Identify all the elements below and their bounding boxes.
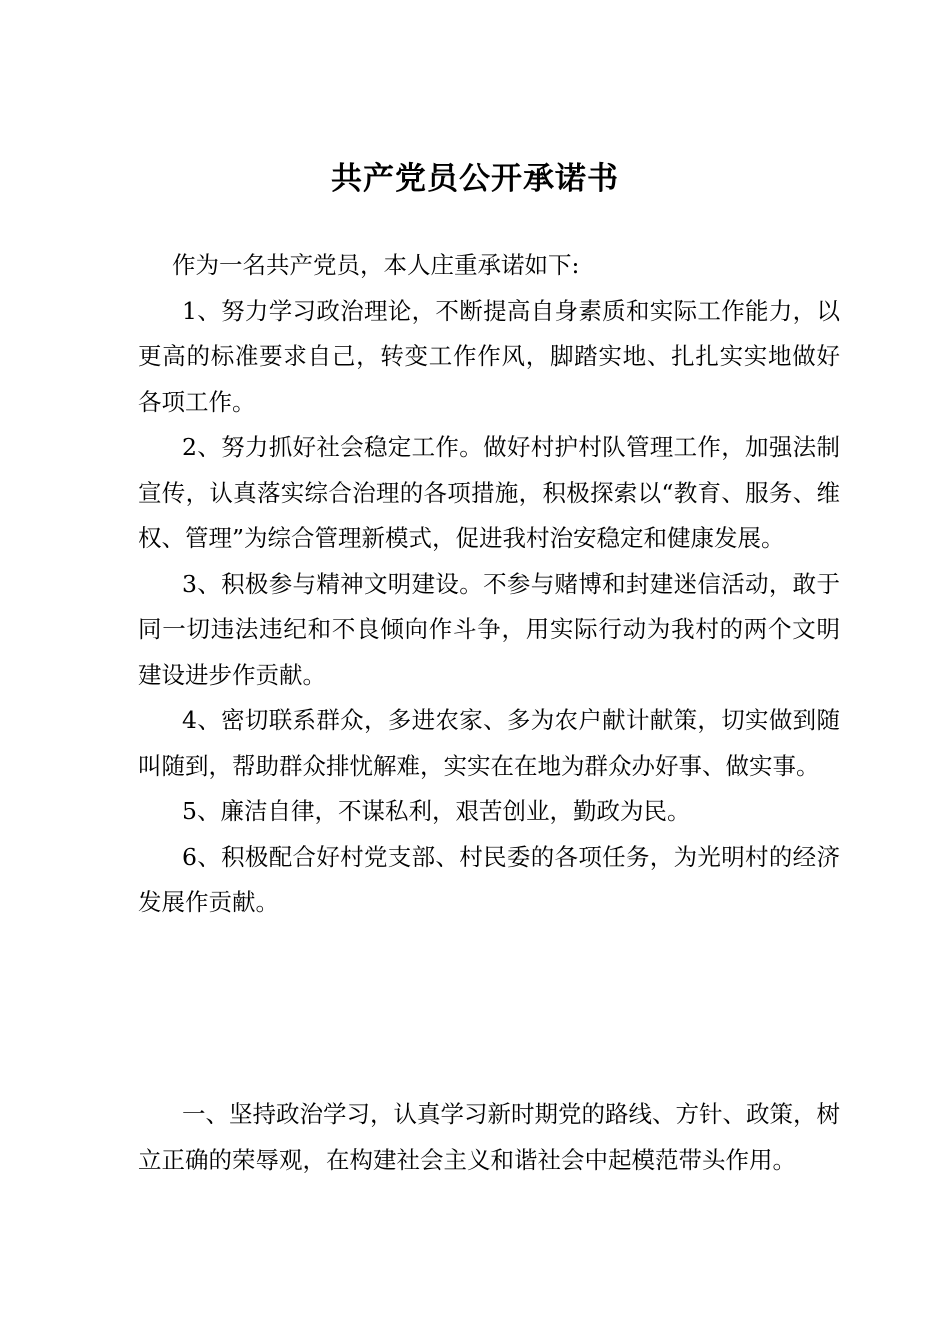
commitment-item-6: 6、积极配合好村党支部、村民委的各项任务，为光明村的经济发展作贡献。 (138, 842, 840, 916)
commitment-item-1: 1、努力学习政治理论，不断提高自身素质和实际工作能力，以更高的标准要求自己，转变工作作风，脚踏实地、扎扎实实地做好各项工作。 (138, 296, 840, 416)
second-section (138, 1092, 840, 1183)
commitment-item-3: 3、积极参与精神文明建设。不参与赌博和封建迷信活动，敢于同一切违法违纪和不良倾向作斗争，用实际行动为我村的两个文明建设进步作贡献。 (138, 569, 840, 689)
commitment-item-5: 5、廉洁自律，不谋私利，艰苦创业，勤政为民。 (182, 797, 691, 825)
commitment-item-2: 2、努力抓好社会稳定工作。做好村护村队管理工作，加强法制宣传，认真落实综合治理的各项措施，积极探索以“教育、服务、维权、管理”为综合管理新模式，促进我村治安稳定和健康发展。 (138, 433, 840, 552)
commitment-item-4: 4、密切联系群众，多进农家、多为农户献计献策，切实做到随叫随到，帮助群众排忧解难，实实在在地为群众办好事、做实事。 (138, 706, 840, 780)
intro-paragraph: 作为一名共产党员，本人庄重承诺如下: (172, 251, 580, 279)
commitment-body (138, 243, 840, 926)
document-title: 共产党员公开承诺书 (331, 161, 619, 197)
second-section-paragraph: 一、坚持政治学习，认真学习新时期党的路线、方针、政策，树立正确的荣辱观，在构建社会主义和谐社会中起模范带头作用。 (138, 1100, 840, 1174)
